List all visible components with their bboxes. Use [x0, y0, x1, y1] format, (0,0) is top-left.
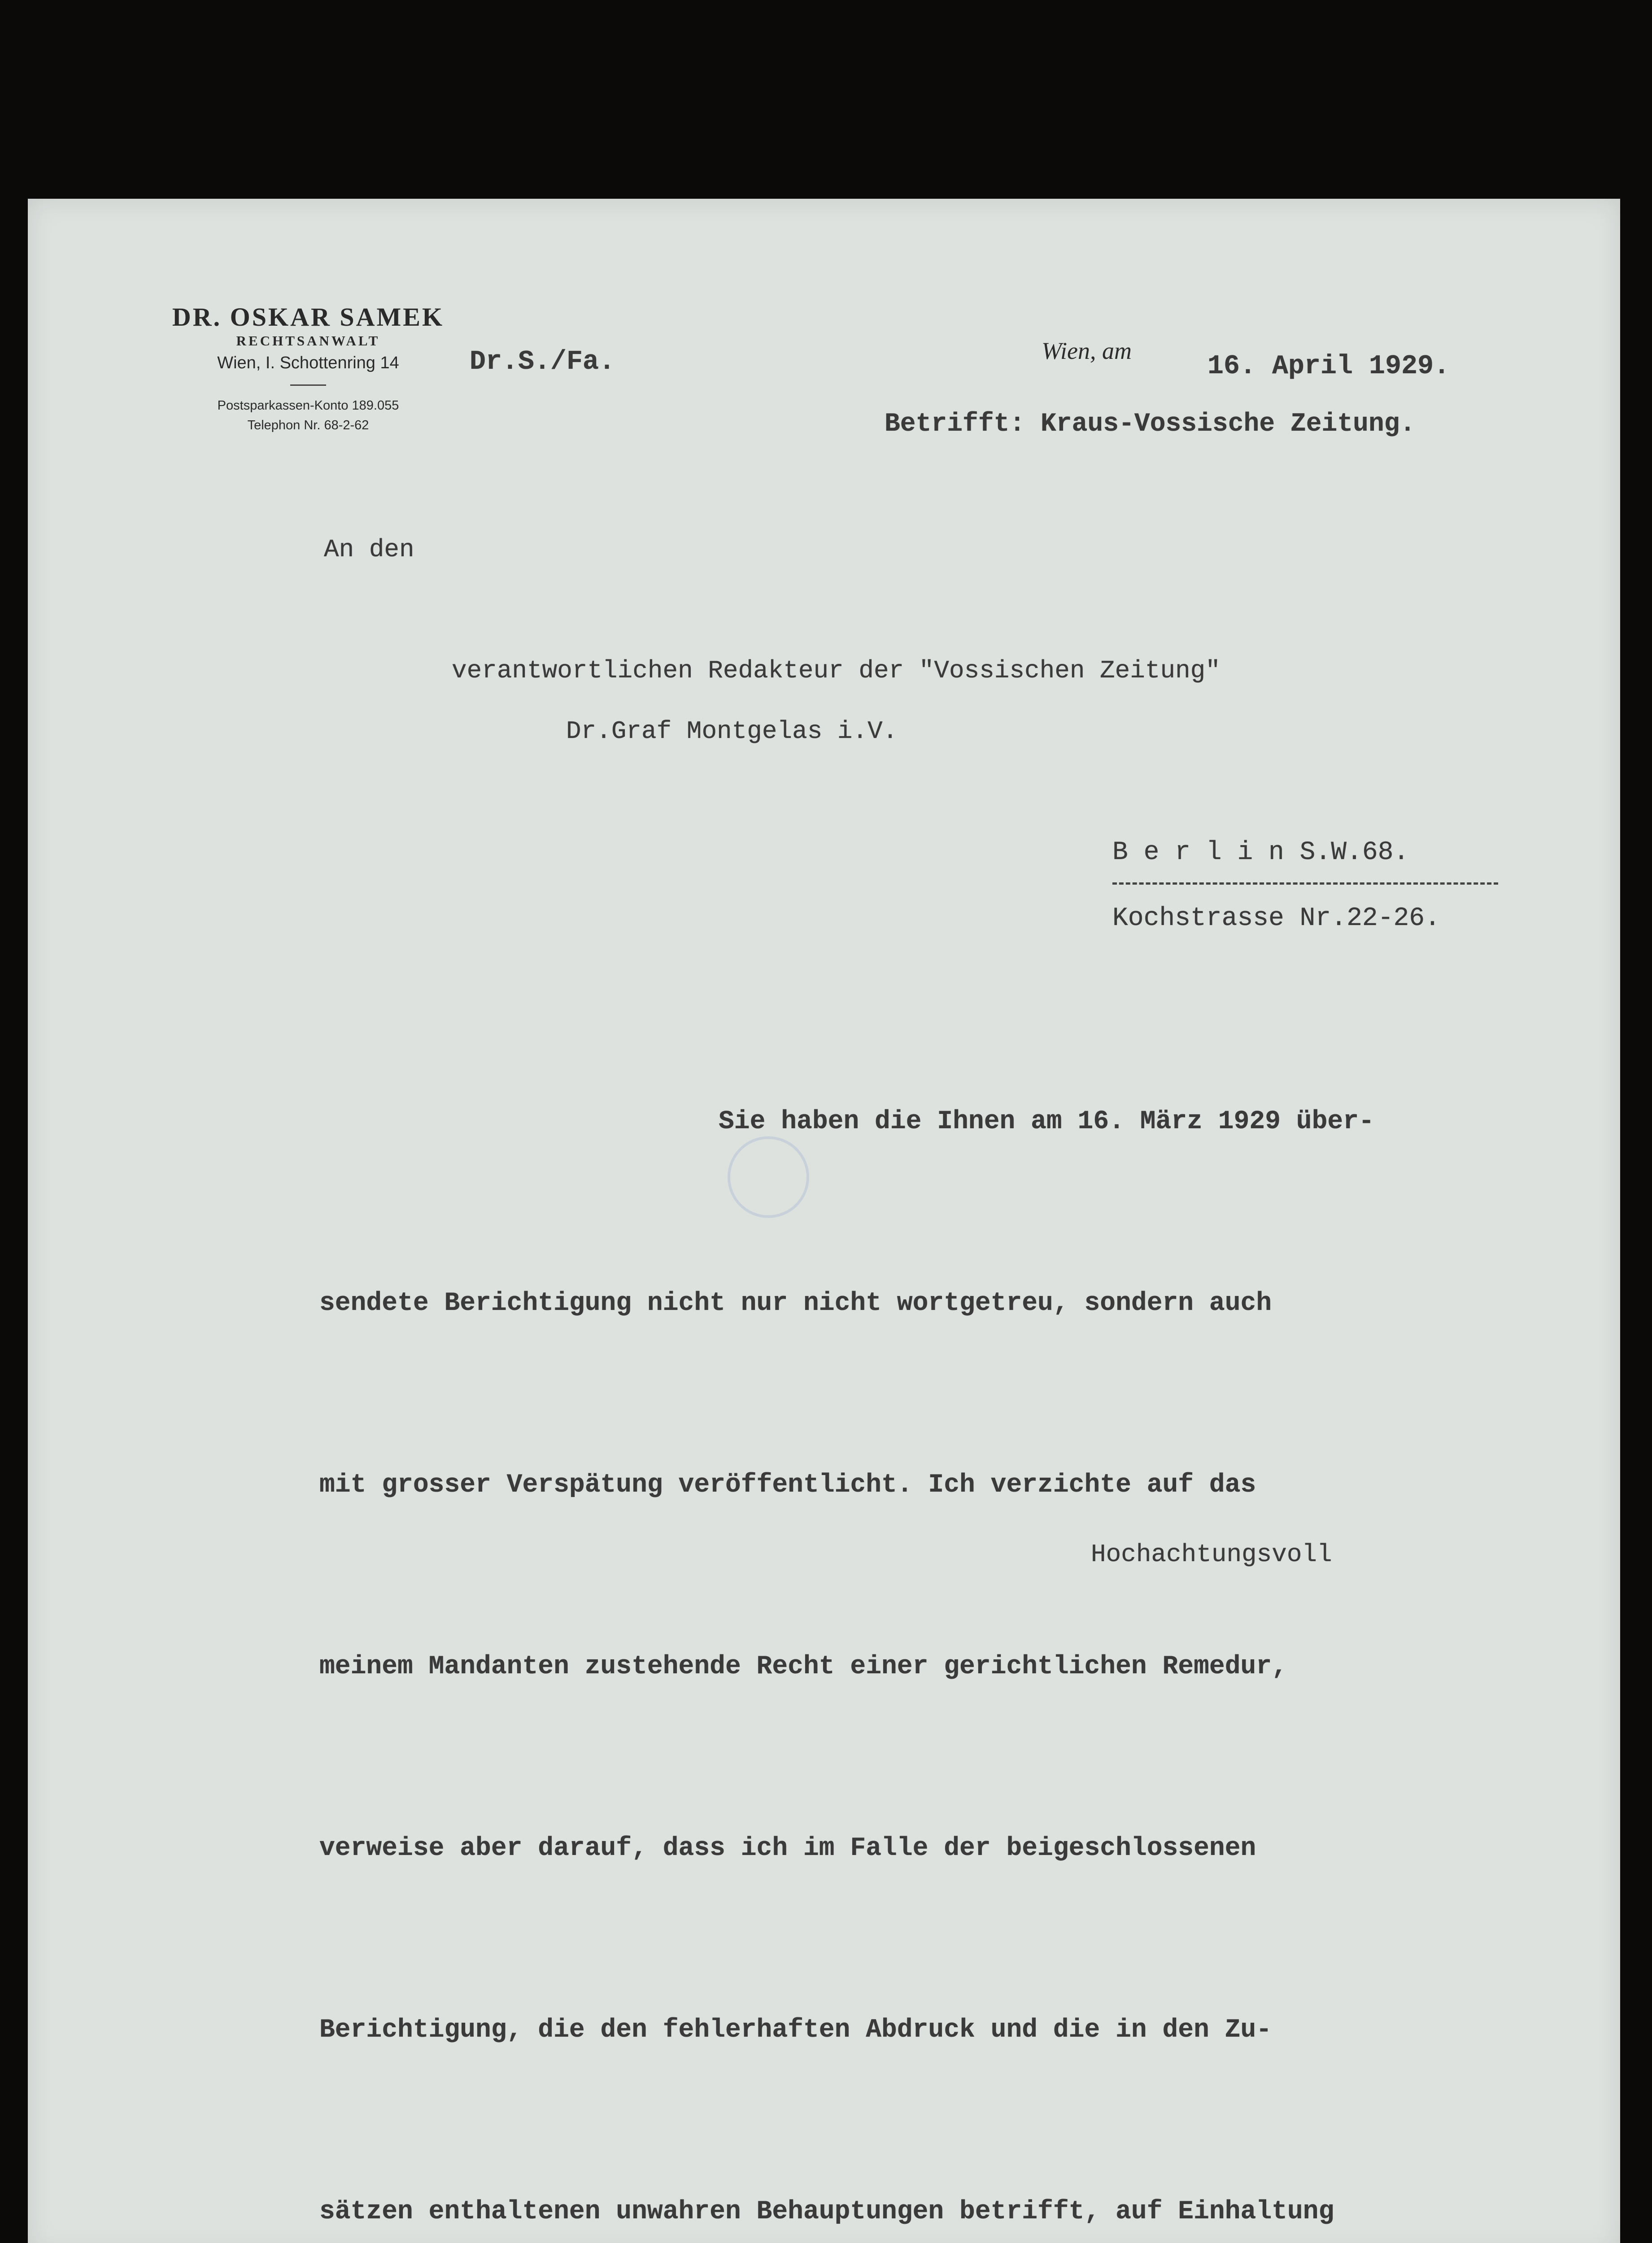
body-line: sätzen enthaltenen unwahren Behauptungen betrifft, auf Einhaltung [319, 2197, 1334, 2226]
letterhead-telephone: Telephon Nr. 68-2-62 [247, 418, 369, 432]
salutation-to: An den [324, 535, 414, 564]
subject-line: Betrifft: Kraus-Vossische Zeitung. [885, 410, 1416, 439]
recipient-line-2: Dr.Graf Montgelas i.V. [566, 717, 898, 746]
closing: Hochachtungsvoll [1091, 1540, 1332, 1569]
body-line: mit grosser Verspätung veröffentlicht. Ich verzichte auf das [319, 1471, 1256, 1500]
letter-date: 16. April 1929. [1207, 351, 1450, 382]
recipient-city: B e r l i n S.W.68. [1112, 838, 1409, 867]
body-line: meinem Mandanten zustehende Recht einer gerichtlichen Remedur, [319, 1652, 1287, 1681]
letterhead-divider [290, 384, 326, 386]
reference-code: Dr.S./Fa. [470, 347, 615, 377]
letterhead-title: RECHTSANWALT [236, 333, 380, 349]
letter-body [319, 970, 1530, 2243]
body-line: Berichtigung, die den fehlerhaften Abdruck und die in den Zu- [319, 2016, 1272, 2045]
body-line: Sie haben die Ihnen am 16. März 1929 über- [719, 1107, 1374, 1136]
letterhead-name: DR. OSKAR SAMEK [172, 302, 445, 332]
recipient-street: Kochstrasse Nr.22-26. [1112, 904, 1440, 933]
city-underline [1112, 882, 1498, 885]
letter-sheet [28, 199, 1620, 2243]
recipient-line-1: verantwortlichen Redakteur der "Vossischen Zeitung" [452, 656, 1220, 685]
letterhead-postal-account: Postsparkassen-Konto 189.055 [217, 398, 399, 413]
letterhead-address: Wien, I. Schottenring 14 [217, 353, 399, 372]
body-line: verweise aber darauf, dass ich im Falle der beigeschlossenen [319, 1834, 1256, 1863]
body-line: sendete Berichtigung nicht nur nicht wortgetreu, sondern auch [319, 1289, 1272, 1318]
place-label: Wien, am [1042, 337, 1132, 364]
letterhead [140, 302, 476, 435]
